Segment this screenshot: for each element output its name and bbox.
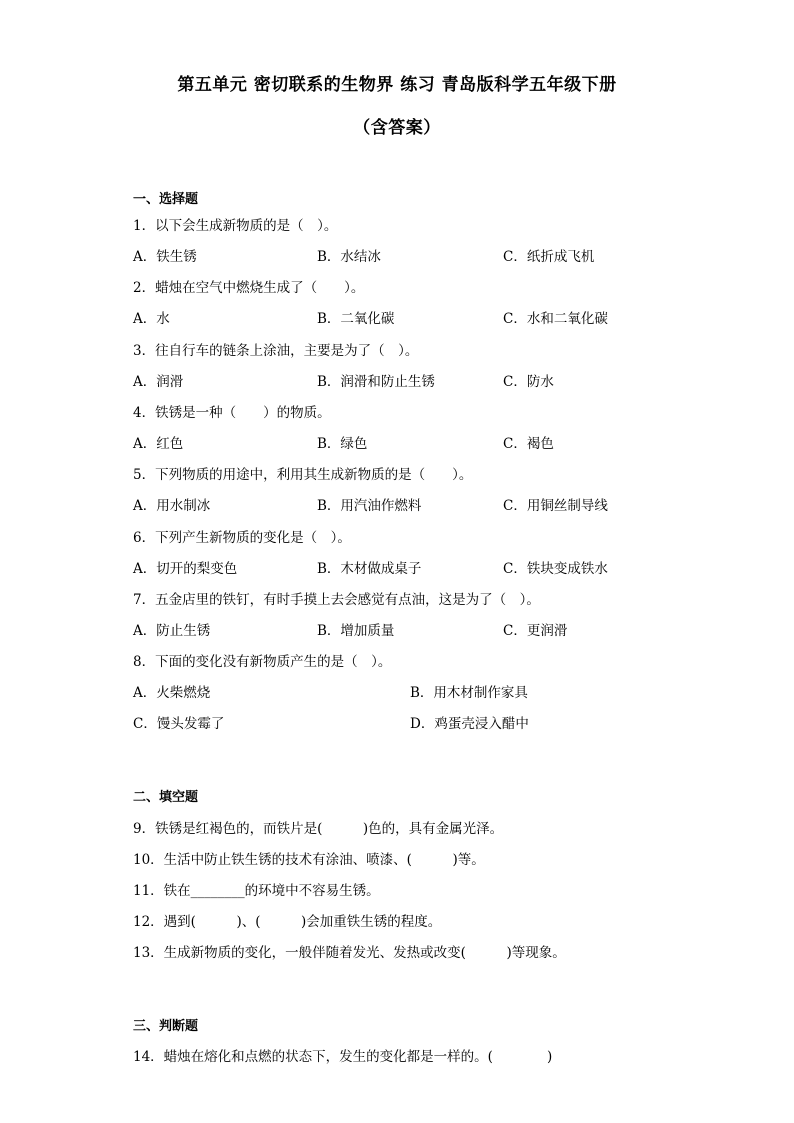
answer-option: B．用木材制作家具 xyxy=(410,685,528,701)
answer-option: A．水 xyxy=(133,311,170,327)
answer-option: A．火柴燃烧 xyxy=(133,685,211,701)
question-stem: 7．五金店里的铁钉，有时手摸上去会感觉有点油，这是为了（ ）。 xyxy=(133,592,540,608)
question-stem: 5．下列物质的用途中，利用其生成新物质的是（ ）。 xyxy=(133,467,473,483)
question-stem: 12．遇到( )、( )会加重铁生锈的程度。 xyxy=(133,914,442,930)
question-stem: 1．以下会生成新物质的是（ ）。 xyxy=(133,218,338,234)
section-heading-judge: 三、判断题 xyxy=(133,1019,199,1034)
answer-option: C．铁块变成铁水 xyxy=(503,561,608,577)
answer-option: B．二氧化碳 xyxy=(317,311,395,327)
answer-option: C．防水 xyxy=(503,374,554,390)
answer-option: B．水结冰 xyxy=(317,249,381,265)
answer-option: A．铁生锈 xyxy=(133,249,197,265)
document-title: 第五单元 密切联系的生物界 练习 青岛版科学五年级下册 xyxy=(177,75,617,95)
answer-option: A．防止生锈 xyxy=(133,623,211,639)
question-stem: 14．蜡烛在熔化和点燃的状态下，发生的变化都是一样的。( ) xyxy=(133,1049,553,1065)
question-stem: 11．铁在________的环境中不容易生锈。 xyxy=(133,883,380,899)
answer-option: B．绿色 xyxy=(317,436,368,452)
answer-option: B．用汽油作燃料 xyxy=(317,498,422,514)
answer-option: A．用水制冰 xyxy=(133,498,211,514)
answer-option: B．增加质量 xyxy=(317,623,395,639)
answer-option: A．润滑 xyxy=(133,374,184,390)
question-stem: 2．蜡烛在空气中燃烧生成了（ ）。 xyxy=(133,280,365,296)
question-stem: 3．往自行车的链条上涂油，主要是为了（ ）。 xyxy=(133,343,419,359)
section-heading-choice: 一、选择题 xyxy=(133,192,199,207)
answer-option: A．红色 xyxy=(133,436,184,452)
question-stem: 4．铁锈是一种（ ）的物质。 xyxy=(133,405,331,421)
question-stem: 10．生活中防止铁生锈的技术有涂油、喷漆、( )等。 xyxy=(133,852,485,868)
answer-option: C．纸折成飞机 xyxy=(503,249,595,265)
section-heading-fill: 二、填空题 xyxy=(133,790,199,805)
document-subtitle: （含答案） xyxy=(353,118,441,138)
question-stem: 9．铁锈是红褐色的，而铁片是( )色的，具有金属光泽。 xyxy=(133,821,504,837)
answer-option: C．用铜丝制导线 xyxy=(503,498,608,514)
answer-option: C．水和二氧化碳 xyxy=(503,311,608,327)
answer-option: C．更润滑 xyxy=(503,623,568,639)
answer-option: C．褐色 xyxy=(503,436,554,452)
answer-option: C．馒头发霉了 xyxy=(133,716,225,732)
question-stem: 8．下面的变化没有新物质产生的是（ ）。 xyxy=(133,654,392,670)
question-stem: 13．生成新物质的变化，一般伴随着发光、发热或改变( )等现象。 xyxy=(133,945,566,961)
answer-option: D．鸡蛋壳浸入醋中 xyxy=(410,716,529,732)
question-stem: 6．下列产生新物质的变化是（ ）。 xyxy=(133,530,351,546)
answer-option: A．切开的梨变色 xyxy=(133,561,238,577)
answer-option: B．润滑和防止生锈 xyxy=(317,374,435,390)
answer-option: B．木材做成桌子 xyxy=(317,561,422,577)
